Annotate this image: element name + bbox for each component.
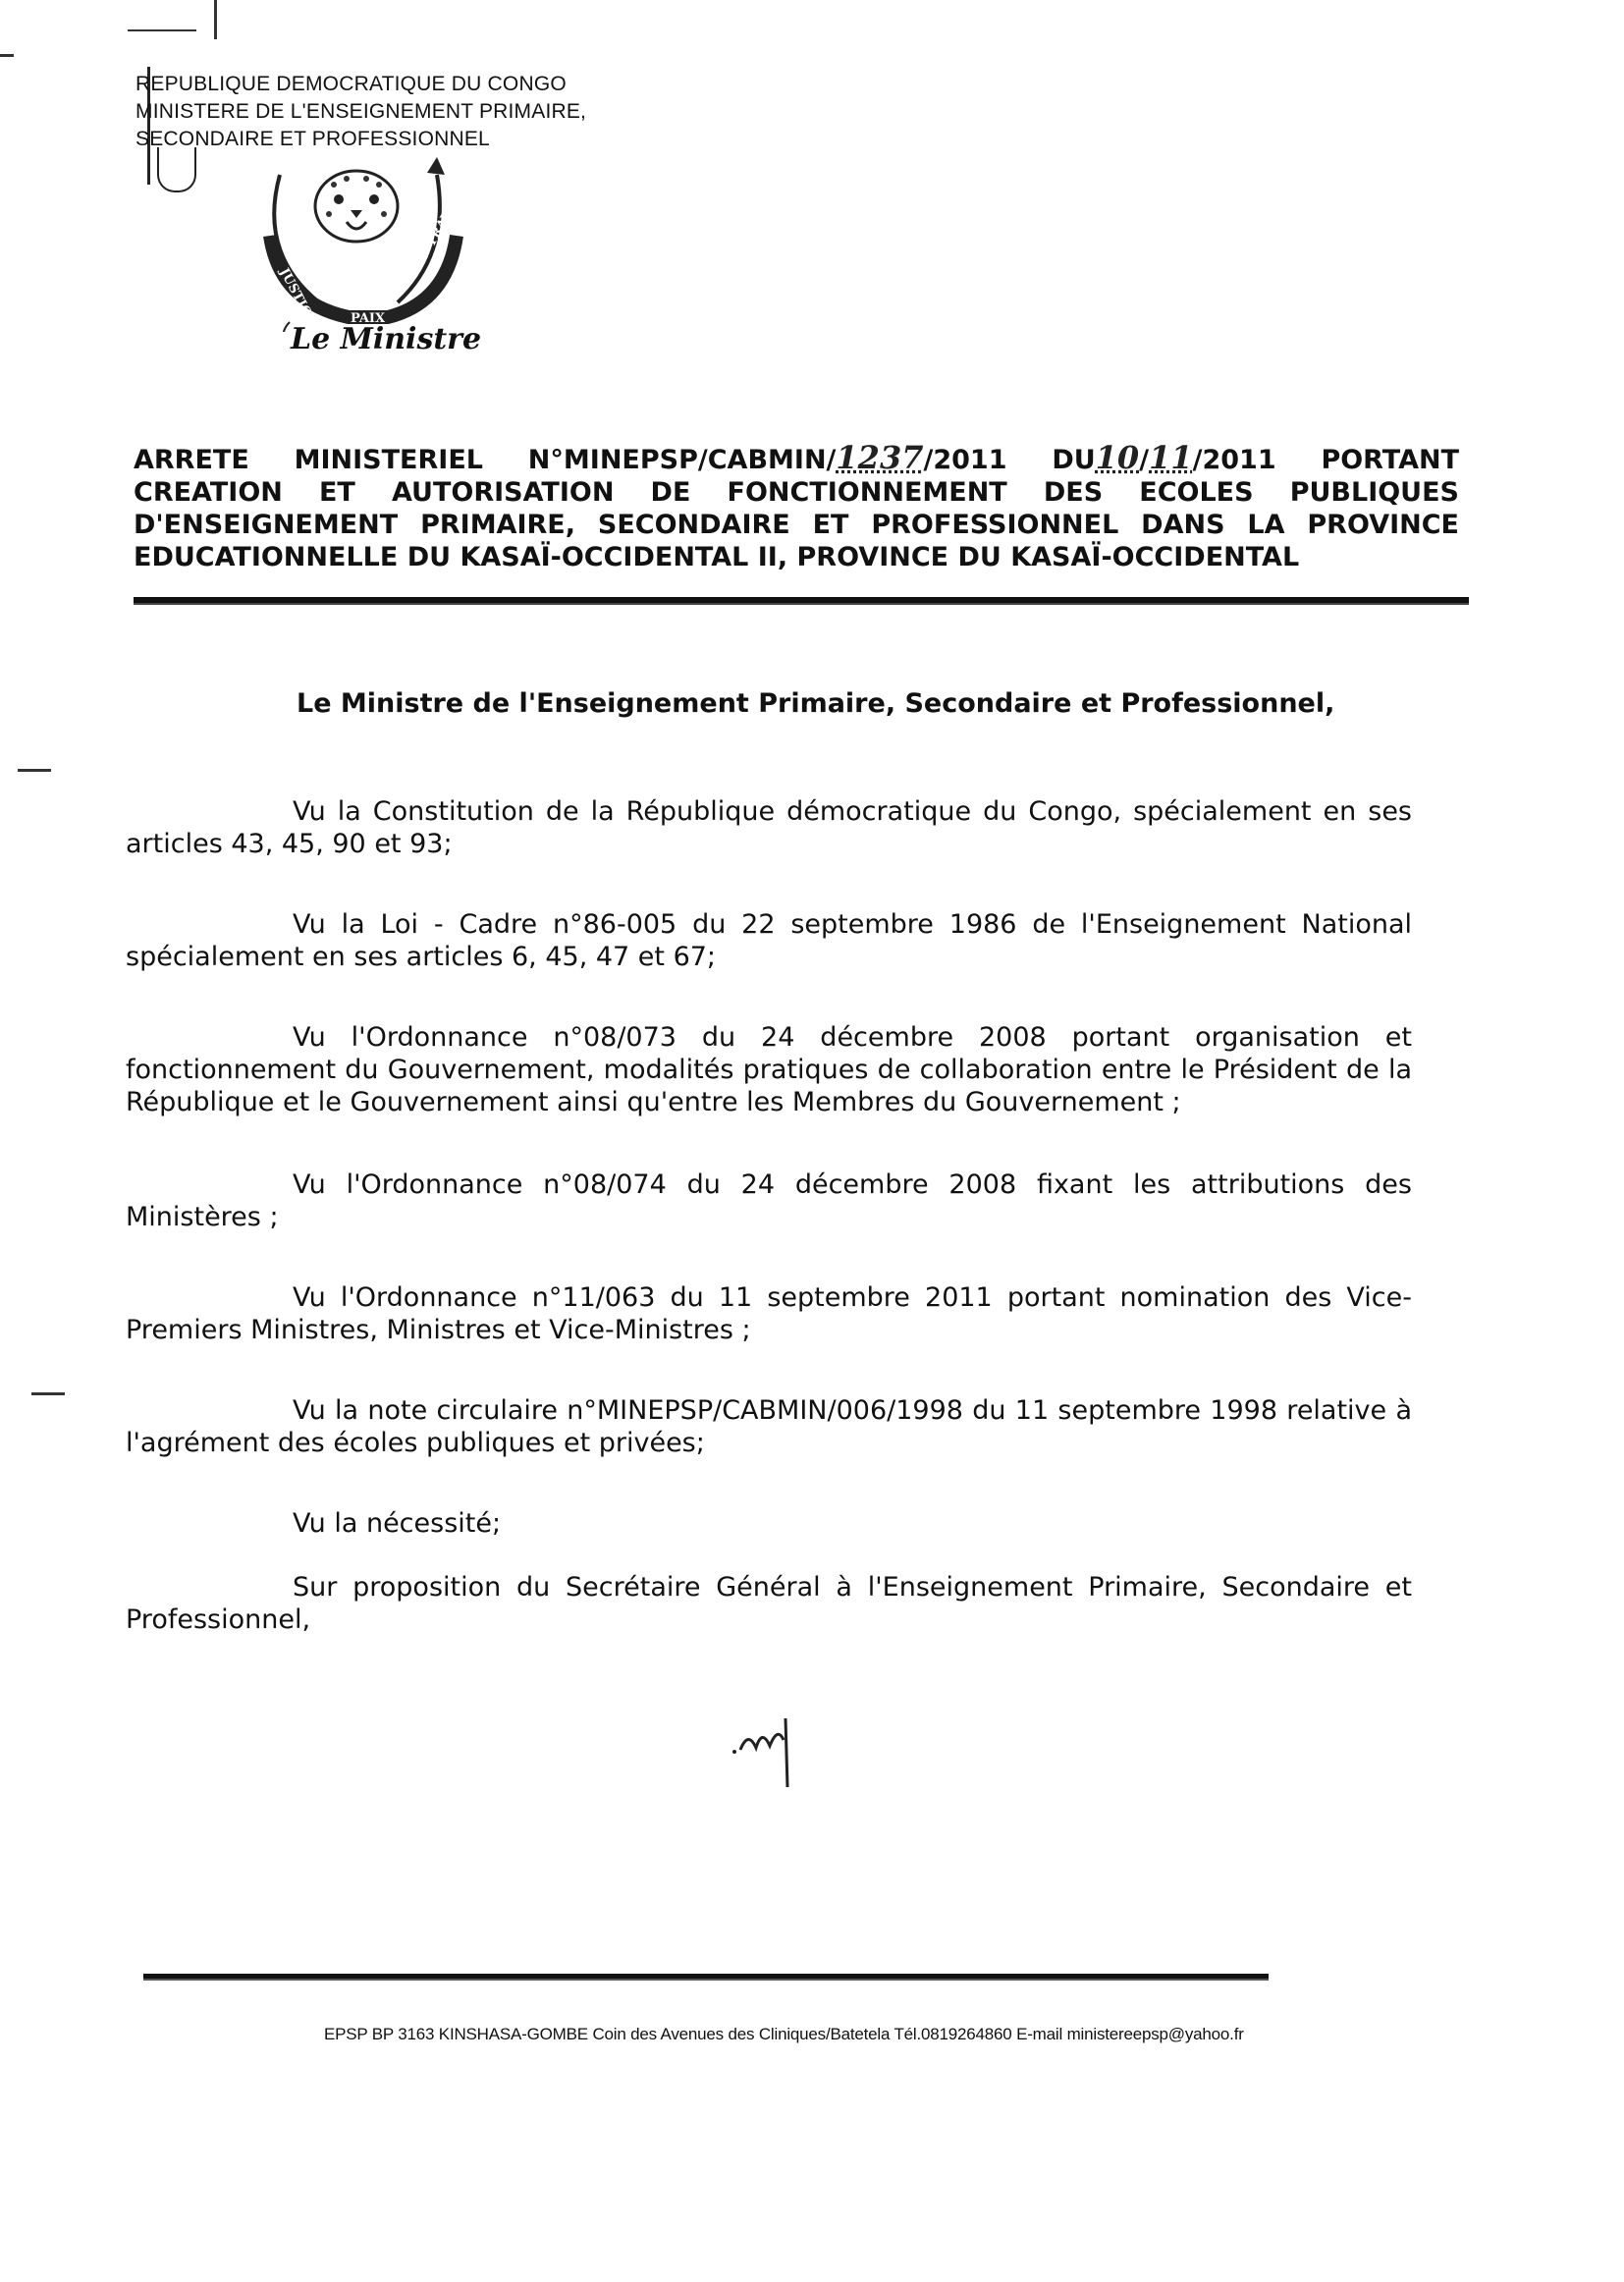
letterhead-ministry-cont: SECONDAIRE ET PROFESSIONNEL xyxy=(135,128,490,150)
visa-paragraph: Vu la Loi - Cadre n°86-005 du 22 septembre 1986 de l'Enseignement National spécialement en ses articles 6, 45, 47 et 67; xyxy=(126,909,1412,972)
leopard-head-icon xyxy=(315,171,398,242)
scan-mark xyxy=(31,1392,65,1395)
visa-paragraph: Vu l'Ordonnance n°11/063 du 11 septembre 2011 portant nomination des Vice-Premiers Ministres, Ministres et Vice-Ministres ; xyxy=(126,1282,1412,1345)
handwritten-day: 10 xyxy=(1095,439,1140,476)
visa-paragraph: Vu l'Ordonnance n°08/074 du 24 décembre 2008 fixant les attributions des Ministères ; xyxy=(126,1169,1412,1232)
handwritten-month: 11 xyxy=(1149,439,1193,476)
coat-of-arms-emblem xyxy=(241,145,496,332)
title-line-4: EDUCATIONNELLE DU KASAÏ-OCCIDENTAL II, PROVINCE DU KASAÏ-OCCIDENTAL xyxy=(134,542,1300,572)
svg-text:JUSTICE: JUSTICE xyxy=(276,265,319,328)
title-line-2: CREATION ET AUTORISATION DE FONCTIONNEMENT DES ECOLES PUBLIQUES xyxy=(134,477,1459,508)
header-pen-mark xyxy=(157,147,196,192)
visa-paragraph: Vu la Constitution de la République démocratique du Congo, spécialement en ses articles 43, 45, 90 et 93; xyxy=(126,796,1412,859)
scan-mark xyxy=(0,54,14,57)
letterhead xyxy=(135,71,685,153)
signatory-title: Le Ministre xyxy=(291,322,482,356)
title-divider xyxy=(134,597,1469,605)
visa-paragraph: Vu la nécessité; xyxy=(293,1508,502,1539)
footer-address: EPSP BP 3163 KINSHASA-GOMBE Coin des Avenues des Cliniques/Batetela Tél.0819264860 E-mail ministereepsp@yahoo.fr xyxy=(324,2025,1244,2043)
preamble-heading: Le Ministre de l'Enseignement Primaire, Secondaire et Professionnel, xyxy=(297,688,1335,719)
visa-paragraph: Vu l'Ordonnance n°08/073 du 24 décembre 2008 portant organisation et fonctionnement du Gouvernement, modalités pratiques de collaboration entre le Président de la République et le Gouvernement ainsi qu'entre les Membres du Gouvernement ; xyxy=(126,1022,1412,1117)
visa-paragraph: Sur proposition du Secrétaire Général à l'Enseignement Primaire, Secondaire et Professionnel, xyxy=(126,1572,1412,1635)
visa-paragraph: Vu la note circulaire n°MINEPSP/CABMIN/006/1998 du 11 septembre 1998 relative à l'agrément des écoles publiques et privées; xyxy=(126,1395,1412,1458)
scan-mark xyxy=(128,29,196,31)
letterhead-country: REPUBLIQUE DEMOCRATIQUE DU CONGO xyxy=(135,73,567,95)
title-line-1: ARRETE MINISTERIEL N°MINEPSP/CABMIN/1237/2011 DU10/11/2011 PORTANT xyxy=(134,439,1459,476)
scan-mark xyxy=(18,769,51,772)
title-line-3: D'ENSEIGNEMENT PRIMAIRE, SECONDAIRE ET PROFESSIONNEL DANS LA PROVINCE xyxy=(134,510,1459,540)
handwritten-number: 1237 xyxy=(836,439,924,476)
letterhead-ministry: MINISTERE DE L'ENSEIGNEMENT PRIMAIRE, xyxy=(135,100,587,123)
svg-text:TRAVAIL: TRAVAIL xyxy=(423,188,468,249)
handwritten-initials xyxy=(731,1711,819,1789)
scan-mark xyxy=(214,0,217,39)
svg-text:PAIX: PAIX xyxy=(351,311,386,326)
footer-divider xyxy=(143,1974,1269,1981)
arrete-title xyxy=(134,439,1459,573)
